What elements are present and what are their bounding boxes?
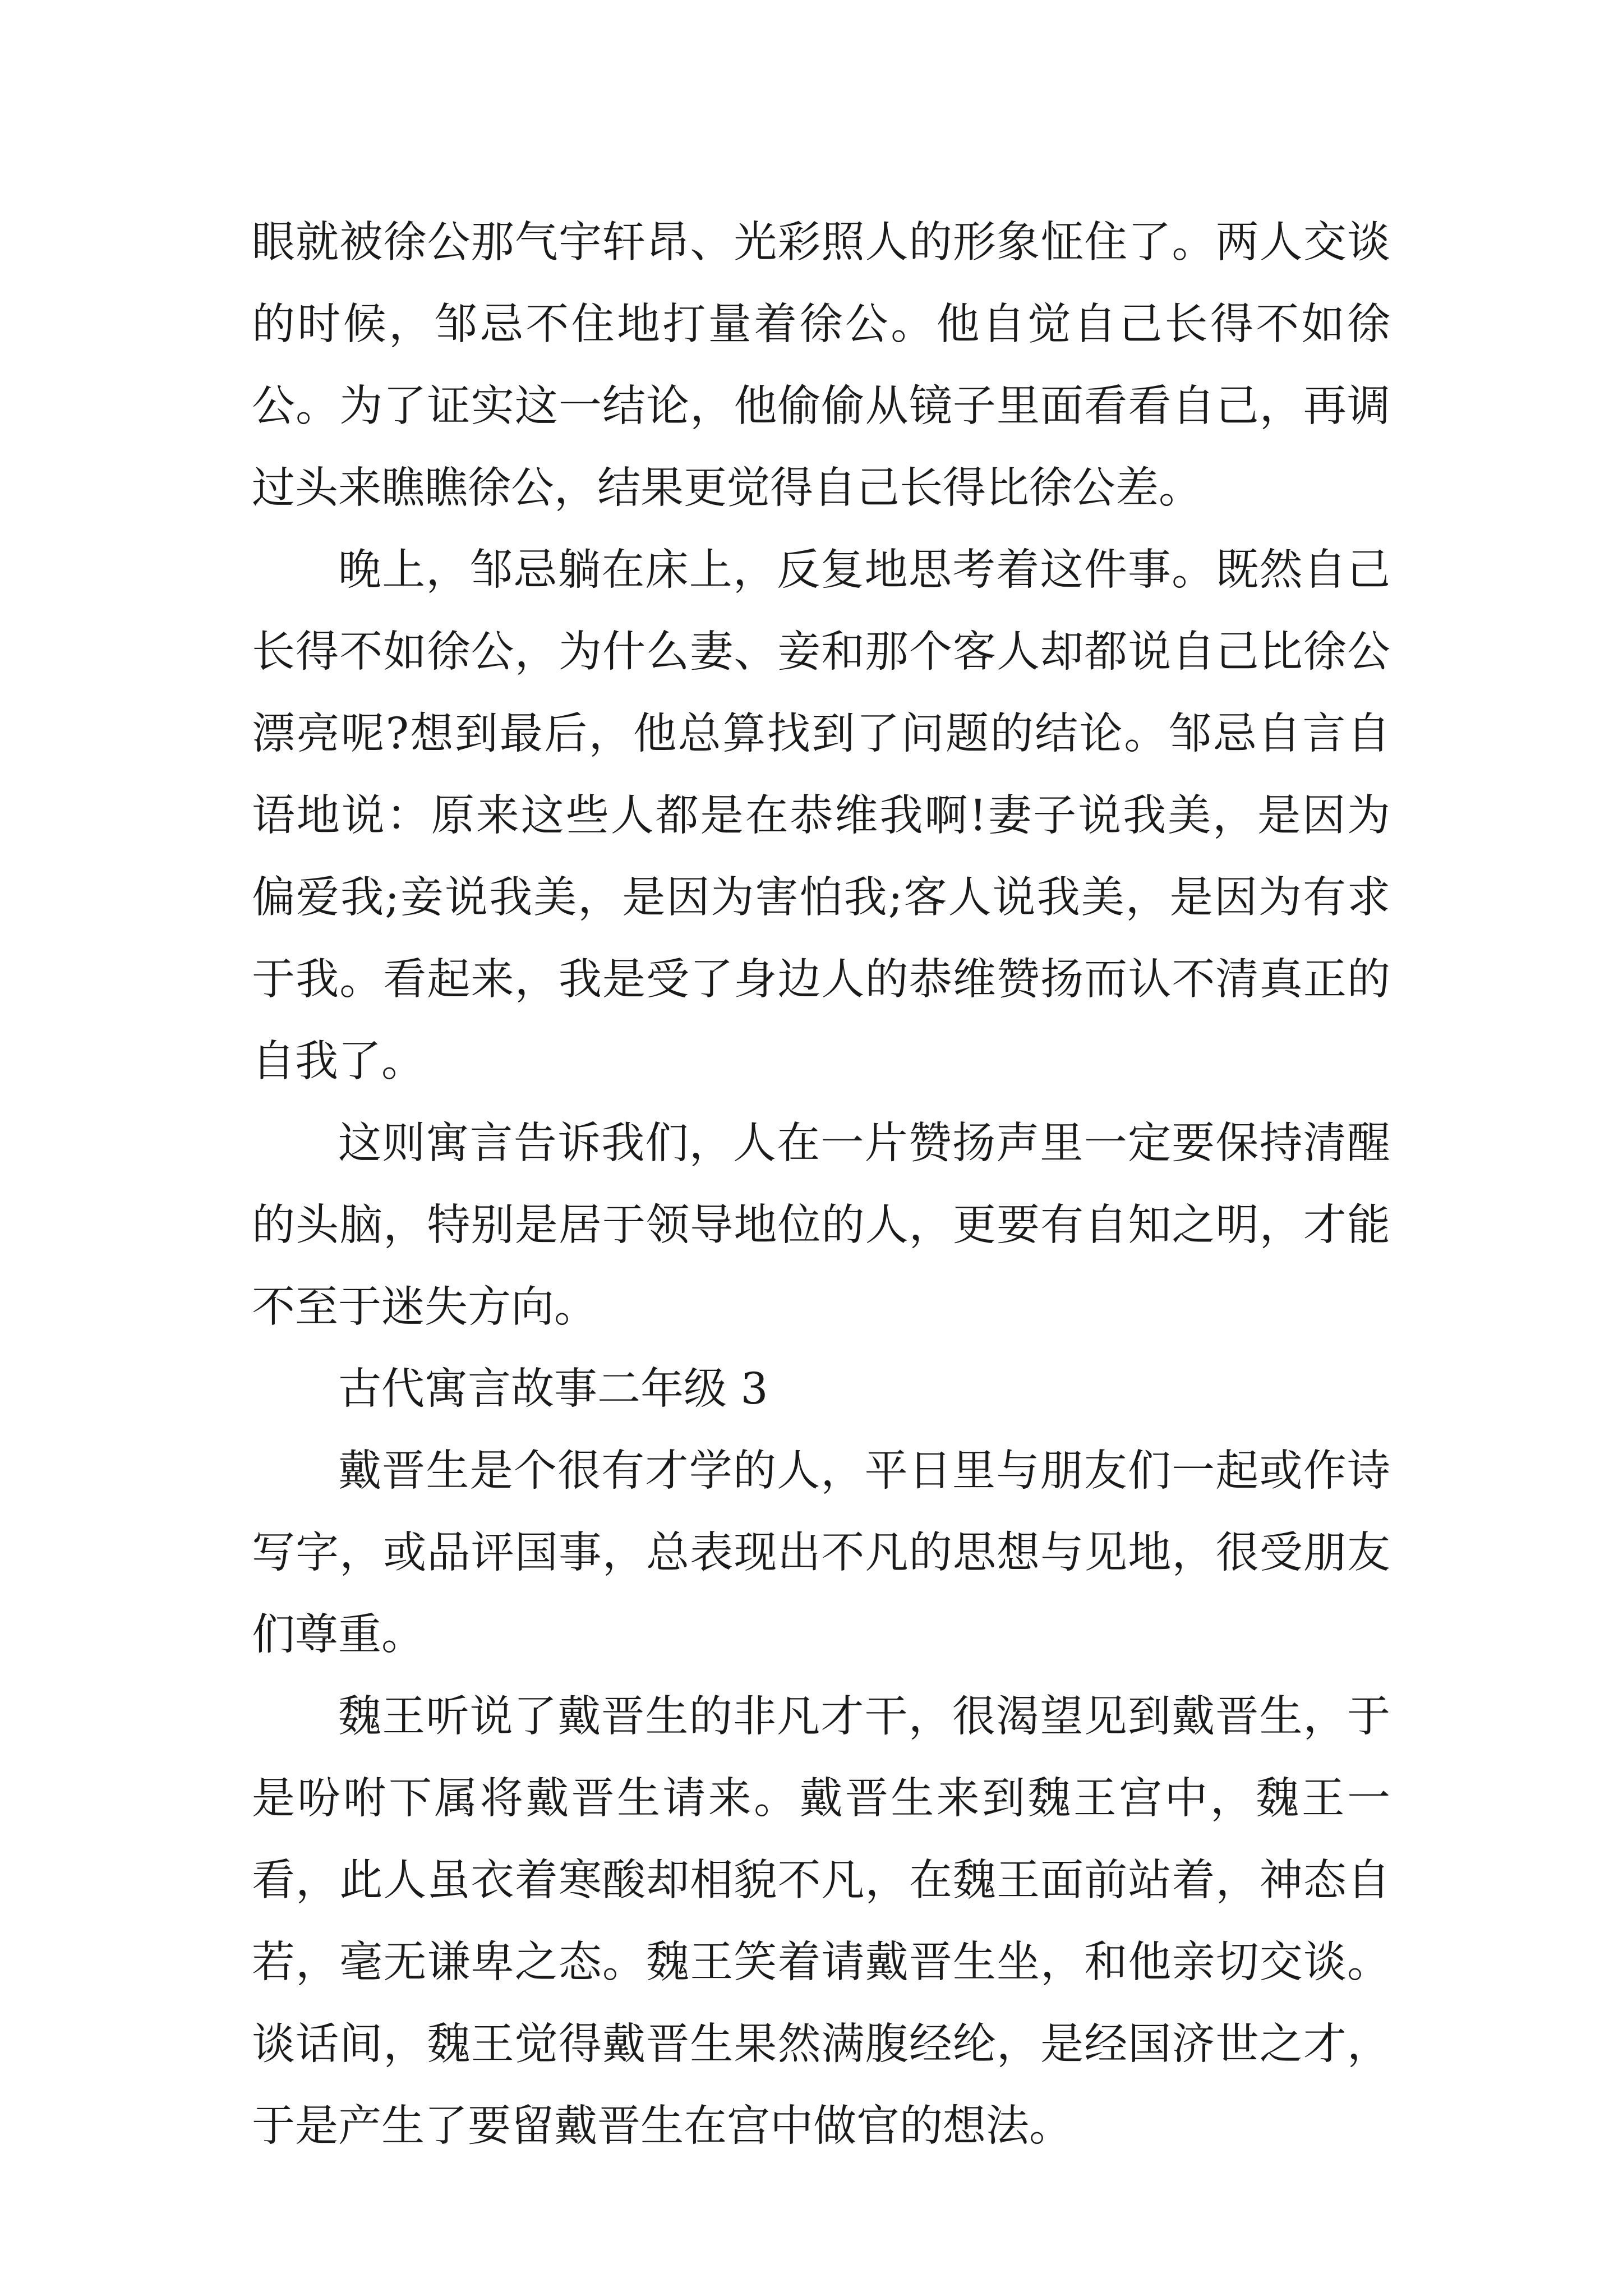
paragraph-moral: 这则寓言告诉我们，人在一片赞扬声里一定要保持清醒的头脑，特别是居于领导地位的人，更要有自知之明，才能不至于迷失方向。: [252, 1119, 1390, 1332]
paragraph-wei-king: 魏王听说了戴晋生的非凡才干，很渴望见到戴晋生，于是吩咐下属将戴晋生请来。戴晋生来到魏王宫中，魏王一看，此人虽衣着寒酸却相貌不凡，在魏王面前站着，神态自若，毫无谦卑之态。魏王笑着请戴晋生坐，和他亲切交谈。谈话间，魏王觉得戴晋生果然满腹经纶，是经国济世之才，于是产生了要留戴晋生在宫中做官的想法。: [252, 1692, 1390, 2151]
document-body: [252, 202, 1390, 2168]
paragraph-dai-jinsheng-intro: 戴晋生是个很有才学的人，平日里与朋友们一起或作诗写字，或品评国事，总表现出不凡的思想与见地，很受朋友们尊重。: [252, 1446, 1390, 1660]
paragraph-zouji-reflection: 晚上，邹忌躺在床上，反复地思考着这件事。既然自己长得不如徐公，为什么妻、妾和那个客人却都说自己比徐公漂亮呢?想到最后，他总算找到了问题的结论。邹忌自言自语地说：原来这些人都是在恭维我啊!妻子说我美，是因为偏爱我;妾说我美，是因为害怕我;客人说我美，是因为有求于我。看起来，我是受了身边人的恭维赞扬而认不清真正的自我了。: [252, 545, 1390, 1087]
section-heading: 古代寓言故事二年级 3: [338, 1364, 768, 1414]
paragraph-continuation: 眼就被徐公那气宇轩昂、光彩照人的形象怔住了。两人交谈的时候，邹忌不住地打量着徐公。他自觉自己长得不如徐公。为了证实这一结论，他偷偷从镜子里面看看自己，再调过头来瞧瞧徐公，结果更觉得自己长得比徐公差。: [252, 218, 1390, 513]
